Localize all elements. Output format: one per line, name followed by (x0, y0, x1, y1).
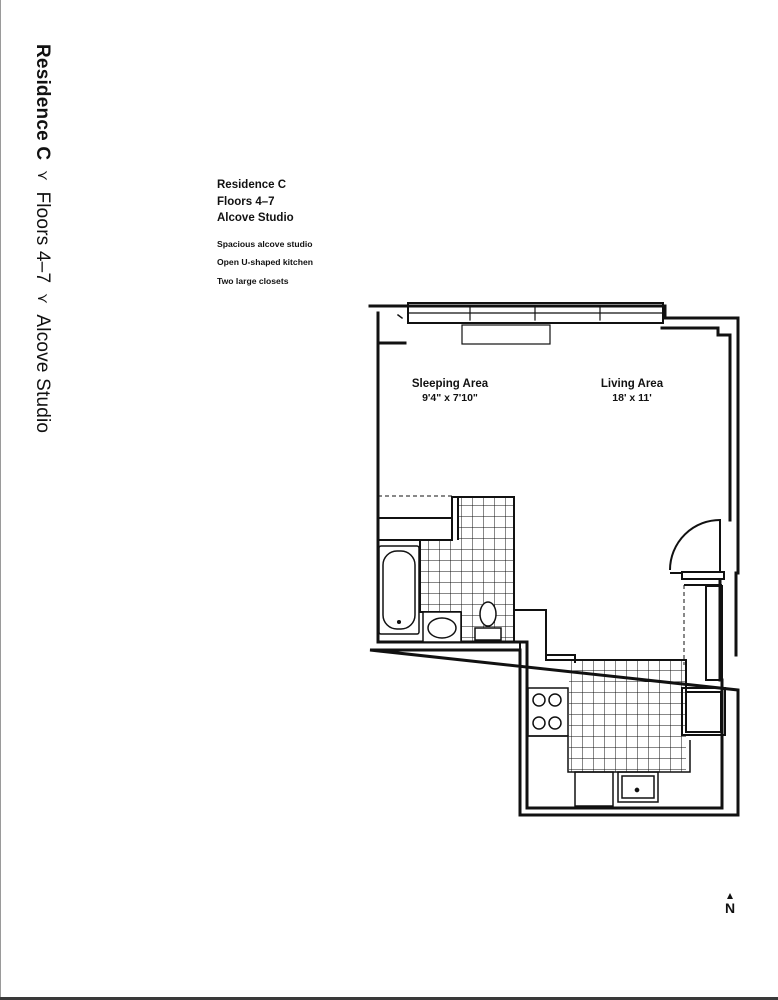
bathroom-tile-floor (420, 540, 460, 612)
chevron-down-icon: ⋎ (34, 170, 51, 182)
room-dims-living: 18' x 11' (612, 392, 652, 404)
refrigerator-icon (682, 688, 725, 735)
chevron-down-icon: ⋎ (34, 293, 51, 305)
title-unit-type: Alcove Studio (32, 314, 53, 434)
room-name-living: Living Area (600, 378, 664, 390)
title-residence: Residence C (32, 44, 53, 161)
north-label: N (724, 900, 736, 916)
title-floors: Floors 4–7 (32, 191, 53, 284)
entry-door (670, 520, 724, 579)
sink-icon (423, 612, 461, 642)
feature-item: Two large closets (217, 275, 289, 286)
kitchen-sink-icon (618, 772, 658, 802)
closet (684, 585, 722, 680)
info-residence: Residence C (217, 179, 287, 191)
info-floors: Floors 4–7 (217, 195, 275, 208)
ceiling-soffit (462, 325, 550, 344)
feature-item: Spacious alcove studio (217, 238, 313, 249)
room-name-sleeping: Sleeping Area (411, 378, 489, 390)
compass (722, 893, 738, 916)
info-type: Alcove Studio (217, 212, 294, 224)
room-dims-sleeping: 9'4" x 7'10" (422, 392, 478, 404)
north-arrow-icon (727, 893, 733, 899)
feature-item: Open U-shaped kitchen (217, 257, 313, 267)
stove-icon (528, 688, 568, 736)
bathtub-icon (379, 546, 419, 634)
